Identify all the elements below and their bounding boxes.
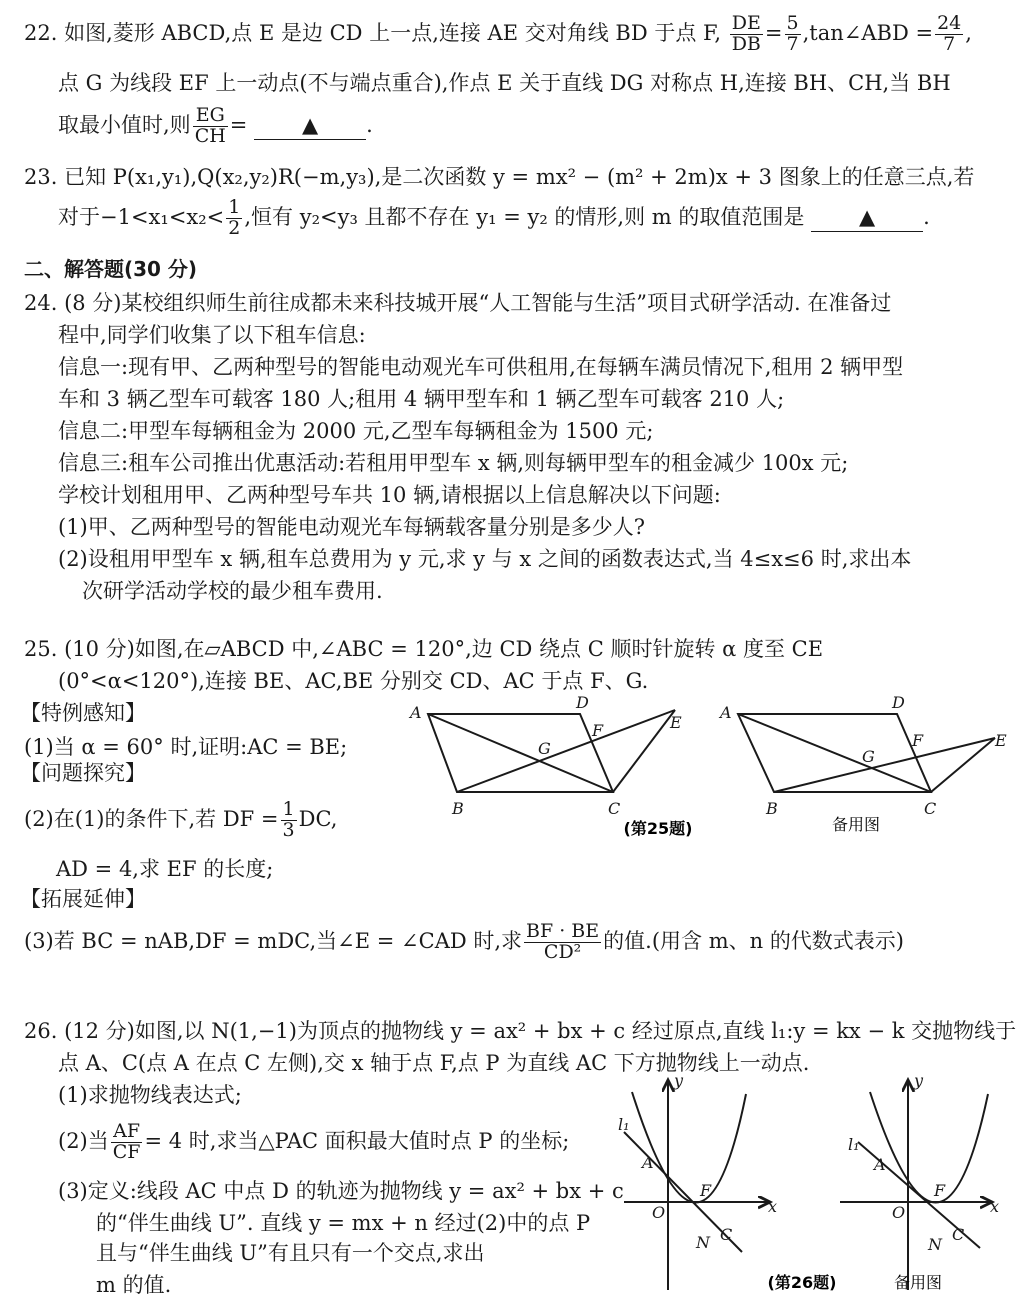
q25-label-E: E: [670, 713, 682, 732]
q25b-label-G: G: [862, 747, 875, 766]
q26-label-y: y: [674, 1072, 684, 1090]
q26-part3-l4: m 的值.: [96, 1273, 172, 1297]
q25-label-C: C: [608, 799, 621, 818]
q26-label-C: C: [720, 1225, 733, 1244]
q24-line3: 信息一:现有甲、乙两种型号的智能电动观光车可供租用,在每辆车满员情况下,租用 2 辆甲型: [58, 355, 904, 379]
q22-frac-5-7: $\frac{5}{7}$: [786, 12, 799, 55]
q26-label-F: F: [700, 1181, 712, 1200]
q25-heading-1: 【特例感知】: [20, 701, 146, 725]
q25-heading-3: 【拓展延伸】: [20, 887, 146, 911]
q25-figure: [400, 690, 1010, 840]
q24-part1: (1)甲、乙两种型号的智能电动观光车每辆载客量分别是多少人?: [58, 515, 646, 539]
q26-part3-l1: (3)定义:线段 AC 中点 D 的轨迹为抛物线 y = ax² + bx + c: [58, 1179, 624, 1203]
q26-fig-caption: (第26题): [767, 1273, 837, 1292]
q25-line1: 25. (10 分)如图,在▱ABCD 中,∠ABC = 120°,边 CD 绕点 C 顺时针旋转 α 度至 CE: [24, 637, 824, 661]
q26b-label-x: x: [990, 1197, 1000, 1216]
q25b-label-D: D: [892, 693, 905, 712]
q22-line1: 22. 如图,菱形 ABCD,点 E 是边 CD 上一点,连接 AE 交对角线 BD 于点 F, $\frac{DE}{DB}$ = $\frac{5}{7}$ ,tan∠ABD = $\frac{24}{7}$ ,: [24, 12, 972, 55]
q25-fig-caption: (第25题): [623, 819, 693, 838]
q24-line5: 信息二:甲型车每辆租金为 2000 元,乙型车每辆租金为 1500 元;: [58, 419, 654, 443]
q26-part3-l3: 且与“伴生曲线 U”有且只有一个交点,求出: [96, 1241, 485, 1265]
q26-label-x: x: [768, 1197, 778, 1216]
q24-line1: 24. (8 分)某校组织师生前往成都未来科技城开展“人工智能与生活”项目式研学活动. 在准备过: [24, 291, 892, 315]
q25-part2-cont: AD = 4,求 EF 的长度;: [56, 857, 274, 881]
q26b-label-N: N: [928, 1235, 942, 1254]
q24-part2: (2)设租用甲型车 x 辆,租车总费用为 y 元,求 y 与 x 之间的函数表达式,当 4≤x≤6 时,求出本: [58, 547, 912, 571]
q26-part3-l2: 的“伴生曲线 U”. 直线 y = mx + n 经过(2)中的点 P: [96, 1211, 591, 1235]
q24-line4: 车和 3 辆乙型车可载客 180 人;租用 4 辆甲型车和 1 辆乙型车可载客 210 人;: [58, 387, 785, 411]
q22-text1: 如图,菱形 ABCD,点 E 是边 CD 上一点,连接 AE 交对角线 BD 于点 F,: [64, 20, 721, 45]
q25-label-F: F: [592, 721, 604, 740]
q25-backup-caption: 备用图: [831, 815, 881, 834]
q22-frac-de-db: $\frac{DE}{DB}$: [731, 12, 761, 55]
q26b-label-C: C: [952, 1225, 965, 1244]
q26-label-O: O: [652, 1203, 666, 1222]
q26-label-l1: l₁: [618, 1115, 630, 1134]
q24-line7: 学校计划租用甲、乙两种型号车共 10 辆,请根据以上信息解决以下问题:: [58, 483, 721, 507]
q25b-label-C: C: [924, 799, 937, 818]
q23-line1: 23. 已知 P(x₁,y₁),Q(x₂,y₂)R(−m,y₃),是二次函数 y = mx² − (m² + 2m)x + 3 图象上的任意三点,若: [24, 165, 975, 189]
q22-frac-eg-ch: $\frac{EG}{CH}$: [194, 104, 226, 147]
q22-answer-blank: ▲: [254, 112, 366, 140]
q26-frac-af-cf: $\frac{AF}{CF}$: [112, 1120, 141, 1163]
q25-label-A: A: [410, 703, 422, 722]
q25-part1: (1)当 α = 60° 时,证明:AC = BE;: [24, 735, 348, 759]
q22-frac-24-7: $\frac{24}{7}$: [937, 12, 962, 55]
q25b-label-F: F: [912, 731, 924, 750]
q26-part1: (1)求抛物线表达式;: [58, 1083, 242, 1107]
q25-part3: (3)若 BC = nAB,DF = mDC,当∠E = ∠CAD 时,求 $\frac{BF \cdot BE}{\text{CD²}}$ 的值.(用含 m、n 的代数式表示): [24, 920, 905, 963]
q26-backup-caption: 备用图: [893, 1273, 943, 1292]
q24-line6: 信息三:租车公司推出优惠活动:若租用甲型车 x 辆,则每辆甲型车的租金减少 100x 元;: [58, 451, 849, 475]
q23-answer-blank: ▲: [811, 204, 923, 232]
q25b-label-B: B: [766, 799, 778, 818]
q25b-label-A: A: [720, 703, 732, 722]
q26-figure: [608, 1072, 1008, 1310]
q26b-label-O: O: [892, 1203, 906, 1222]
q22-line3: 取最小值时,则 $\frac{EG}{CH}$ = ▲ .: [58, 104, 373, 147]
q24-part2-cont: 次研学活动学校的最少租车费用.: [82, 579, 383, 603]
q25-part2: (2)在(1)的条件下,若 DF = $\frac{1}{3}$ DC,: [24, 798, 338, 841]
q26b-label-A: A: [874, 1155, 886, 1174]
q22-tan: ,tan∠ABD =: [802, 20, 934, 45]
q25-label-G: G: [538, 739, 551, 758]
q23-line2: 对于−1<x₁<x₂< $\frac{1}{2}$ ,恒有 y₂<y₃ 且都不存在 y₁ = y₂ 的情形,则 m 的取值范围是 ▲ .: [58, 196, 930, 239]
q25-heading-2: 【问题探究】: [20, 761, 146, 785]
q26b-label-F: F: [934, 1181, 946, 1200]
q22-number: 22.: [24, 20, 58, 45]
q25-frac-third: $\frac{1}{3}$: [282, 798, 295, 841]
q26-line1: 26. (12 分)如图,以 N(1,−1)为顶点的抛物线 y = ax² + bx + c 经过原点,直线 l₁:y = kx − k 交抛物线于: [24, 1019, 1016, 1043]
q26b-label-l1: l₁: [848, 1135, 860, 1154]
q26b-label-y: y: [914, 1072, 924, 1090]
q25-line2: (0°<α<120°),连接 BE、AC,BE 分别交 CD、AC 于点 F、G.: [58, 669, 649, 693]
q26-line2: 点 A、C(点 A 在点 C 左侧),交 x 轴于点 F,点 P 为直线 AC 下方抛物线上一动点.: [58, 1051, 810, 1075]
q25-label-B: B: [452, 799, 464, 818]
section-heading: 二、解答题(30 分): [24, 257, 198, 281]
q26-label-A: A: [642, 1153, 654, 1172]
q25-frac-bf-be: $\frac{BF \cdot BE}{\text{CD²}}$: [526, 920, 600, 963]
q25b-label-E: E: [995, 731, 1007, 750]
q26-part2: (2)当 $\frac{AF}{CF}$ = 4 时,求当△PAC 面积最大值时点 P 的坐标;: [58, 1120, 570, 1163]
q23-frac-half: $\frac{1}{2}$: [228, 196, 241, 239]
q22-line2: 点 G 为线段 EF 上一动点(不与端点重合),作点 E 关于直线 DG 对称点 H,连接 BH、CH,当 BH: [58, 71, 951, 95]
q24-line2: 程中,同学们收集了以下租车信息:: [58, 323, 366, 347]
q26-label-N: N: [696, 1233, 710, 1252]
q25-label-D: D: [576, 693, 589, 712]
